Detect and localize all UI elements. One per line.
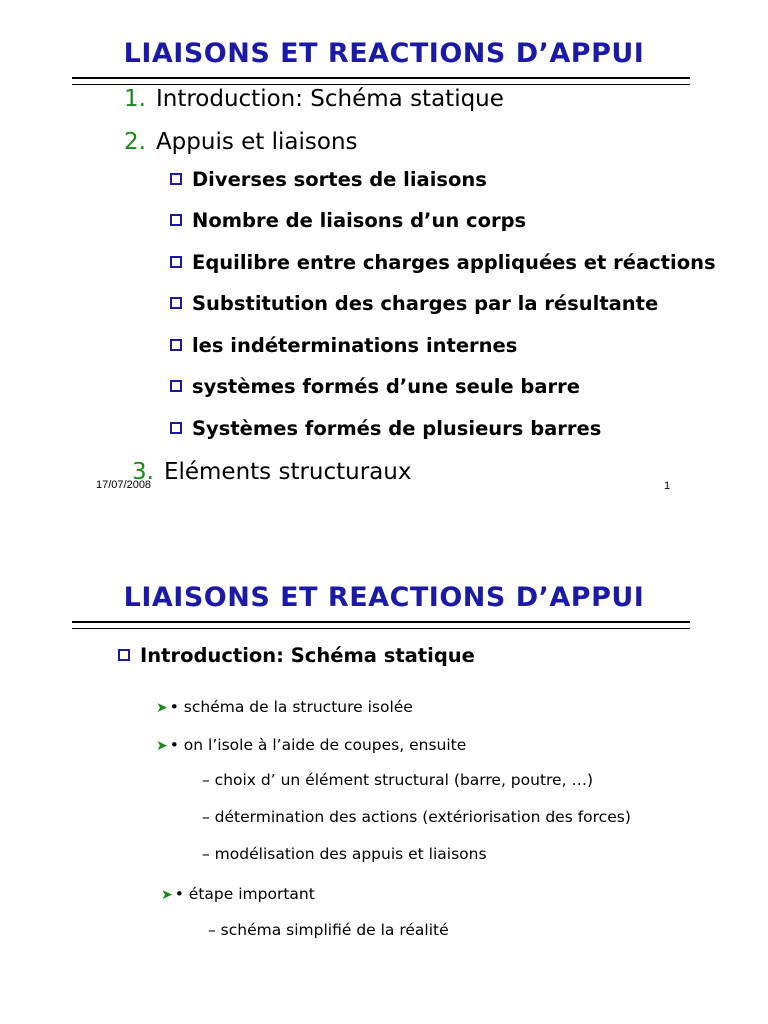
dash-item-3: – modélisation des appuis et liaisons: [202, 845, 487, 863]
heading-label: Introduction: Schéma statique: [140, 644, 475, 667]
square-bullet-icon: [170, 339, 182, 351]
subitem-label: Diverses sortes de liaisons: [192, 168, 487, 191]
slide-1: [0, 0, 768, 500]
subitem-1: [170, 168, 487, 191]
subitem-label: Equilibre entre charges appliquées et réactions: [192, 251, 716, 274]
title-rule: [72, 621, 690, 629]
subitem-label: Nombre de liaisons d’un corps: [192, 209, 527, 232]
subitem-4: [170, 292, 658, 315]
item-label: Appuis et liaisons: [155, 129, 358, 155]
dash-item-2: – détermination des actions (extériorisation des forces): [202, 808, 631, 826]
square-bullet-icon: [170, 214, 182, 226]
dash-item-4: – schéma simplifié de la réalité: [208, 921, 449, 939]
numbered-item-1: [124, 86, 504, 112]
bullet-label: • on l’isole à l’aide de coupes, ensuite: [169, 736, 467, 754]
arrow-right-icon: ➤: [161, 887, 173, 903]
bullet-label: • schéma de la structure isolée: [169, 698, 413, 716]
square-bullet-icon: [170, 297, 182, 309]
arrow-bullet-2: [156, 736, 466, 754]
arrow-bullet-1: [156, 698, 413, 716]
subitem-5: [170, 334, 517, 357]
subitem-6: [170, 375, 580, 398]
subitem-7: [170, 417, 601, 440]
subitem-3: [170, 251, 716, 274]
slide-title: LIAISONS ET REACTIONS D’APPUI: [123, 582, 645, 613]
bullet-label: • étape important: [174, 885, 315, 903]
title-rule: [72, 77, 690, 85]
footer-date: 17/07/2008: [96, 479, 152, 491]
slide-title: LIAISONS ET REACTIONS D’APPUI: [123, 38, 645, 69]
subitem-2: [170, 209, 526, 232]
item-label: Eléments structuraux: [163, 459, 412, 485]
square-bullet-icon: [170, 173, 182, 185]
numbered-item-3: [132, 459, 411, 485]
square-bullet-icon: [118, 649, 130, 661]
arrow-right-icon: ➤: [156, 700, 168, 716]
subitem-label: les indéterminations internes: [192, 334, 518, 357]
section-heading: [118, 644, 475, 667]
item-number: 2.: [124, 129, 146, 155]
square-bullet-icon: [170, 380, 182, 392]
page-number: 1: [664, 480, 671, 492]
subitem-label: Substitution des charges par la résultante: [192, 292, 659, 315]
slide-2: [0, 555, 768, 1024]
arrow-right-icon: ➤: [156, 738, 168, 754]
item-number: 3.: [132, 459, 154, 485]
numbered-item-2: [124, 129, 358, 155]
subitem-label: systèmes formés d’une seule barre: [192, 375, 580, 398]
item-number: 1.: [124, 86, 146, 112]
subitem-label: Systèmes formés de plusieurs barres: [192, 417, 602, 440]
arrow-bullet-3: [161, 885, 315, 903]
square-bullet-icon: [170, 422, 182, 434]
square-bullet-icon: [170, 256, 182, 268]
dash-item-1: – choix d’ un élément structural (barre, poutre, …): [202, 771, 593, 789]
item-label: Introduction: Schéma statique: [155, 86, 504, 112]
